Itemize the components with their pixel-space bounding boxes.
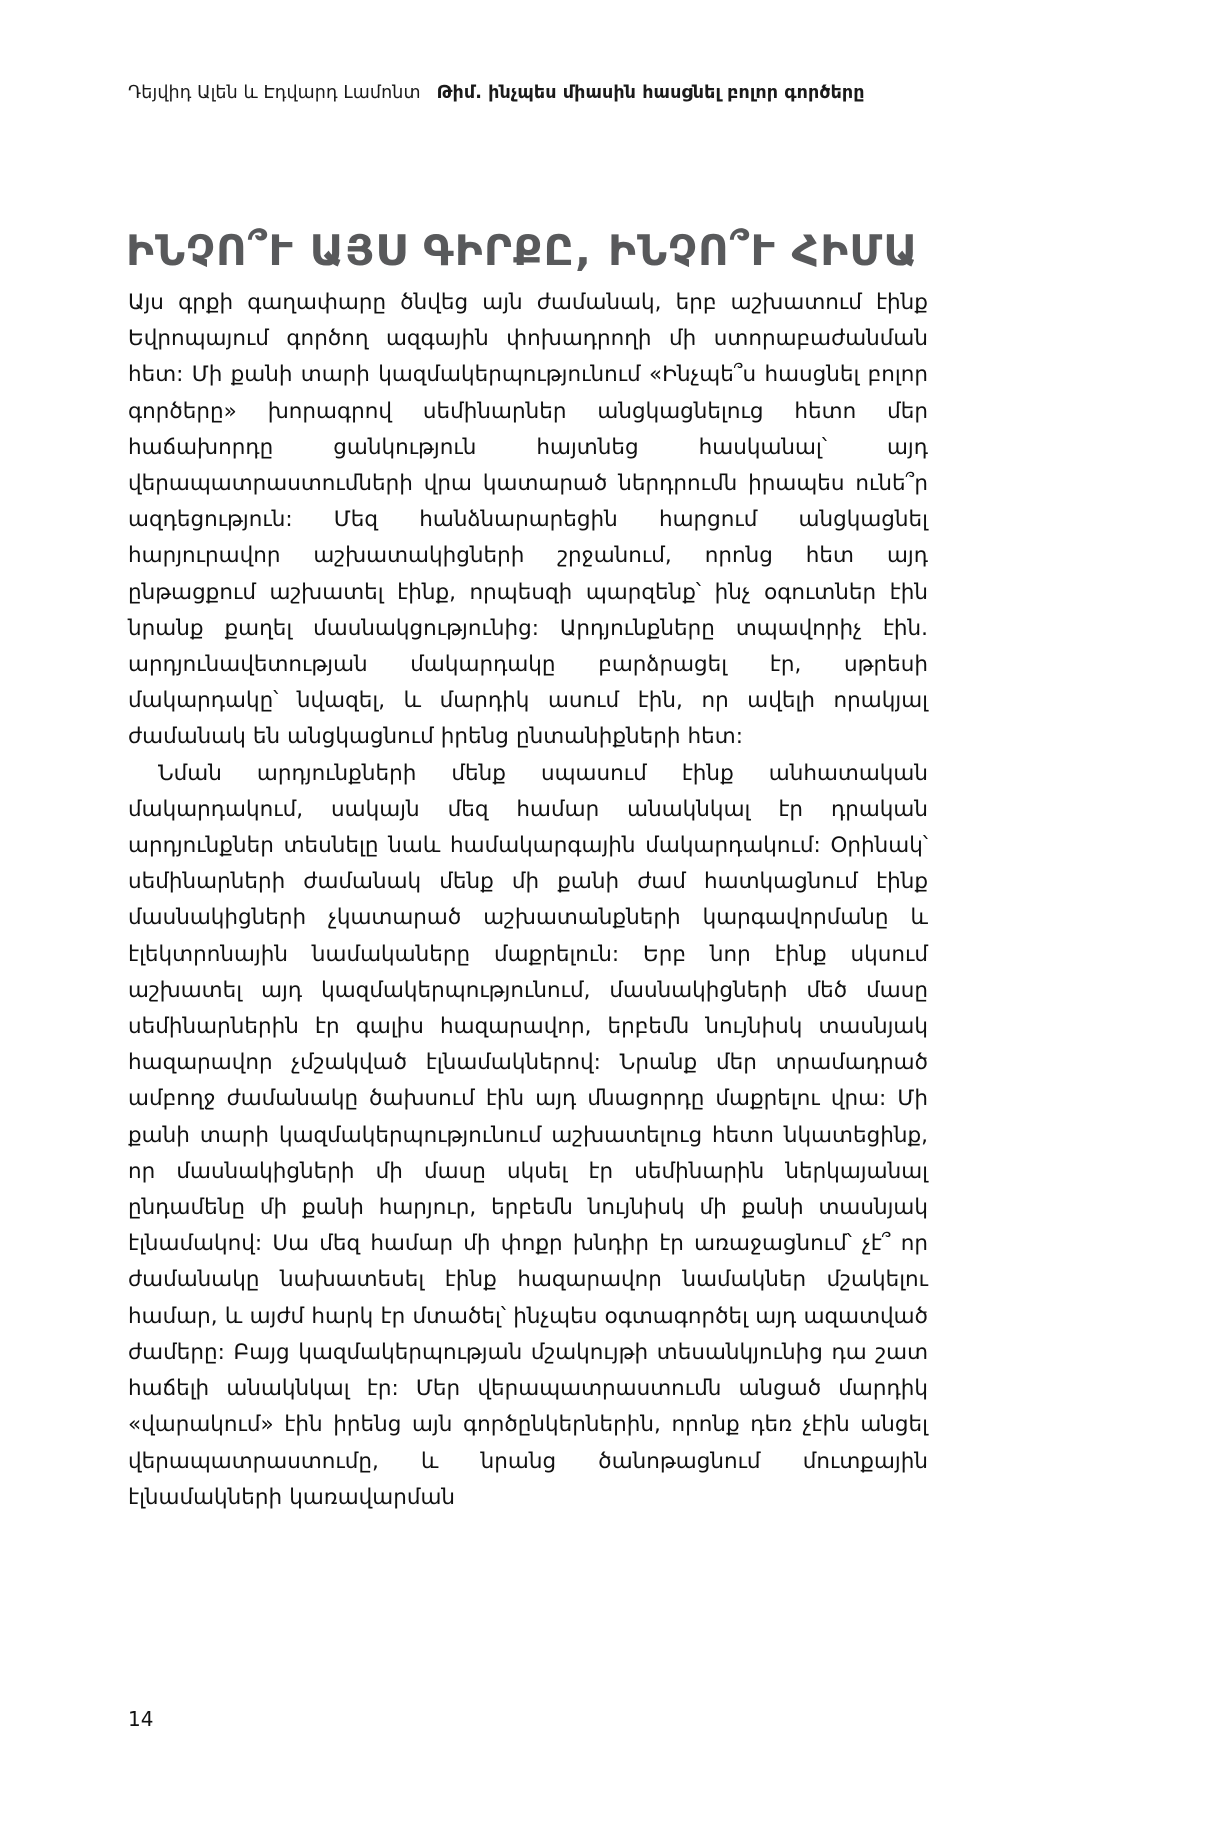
body-paragraph: Նման արդյունքների մենք սպասում էինք անհատական մակարդակում, սակայն մեզ համար անակնկալ էր դրական արդյունքներ տեսնելը նաև համակարգային մակարդակում: Օրինակ՝ սեմինարների ժամանակ մենք մի քանի ժամ հատկացնում էինք մասնակիցների չկատարած աշխատանքների կարգավորմանը և էլեկտրոնային նամակաները մաքրելուն: Երբ նոր էինք սկսում աշխատել այդ կազմակերպությունում, մասնակիցների մեծ մասը սեմինարներին էր գալիս հազարավոր, երբեմն նույնիսկ տասնյակ հազարավոր չմշակված էլնամակներով: Նրանք մեր տրամադրած ամբողջ ժամանակը ծախսում էին այդ մնացորդը մաքրելու վրա: Մի քանի տարի կազմակերպությունում աշխատելուց հետո նկատեցինք, որ մասնակիցների մի մասը սկսել էր սեմինարին ներկայանալ ընդամենը մի քանի հարյուր, երբեմն նույնիսկ մի քանի տասնյակ էլնամակով: Սա մեզ համար մի փոքր խնդիր էր առաջացնում՝ չէ՞ որ ժամանակը նախատեսել էինք հազարավոր նամակներ մշակելու համար, և այժմ հարկ էր մտածել՝ ինչպես օգտագործել այդ ազատված ժամերը: Բայց կազմակերպության մշակույթի տեսանկյունից դա շատ հաճելի անակնկալ էր: Մեր վերապատրաստումն անցած մարդիկ «վարակում» էին իրենց այն գործընկերներին, որոնք դեռ չէին անցել վերապատրաստումը, և նրանց ծանոթացնում մուտքային էլնամակների կառավարման <box>128 760 928 1510</box>
page-number: 14 <box>128 1707 154 1731</box>
running-head-book-title: Թիմ. ինչպես միասին հասցնել բոլոր գործերը <box>436 83 865 103</box>
running-head-authors: Դեյվիդ Ալեն և Էդվարդ Լամոնտ <box>128 83 421 103</box>
chapter-title: ԻՆՉՈ՞Ւ ԱՅՍ ԳԻՐՔԸ, ԻՆՉՈ՞Ւ ՀԻՄԱ <box>126 226 919 276</box>
body-text-column <box>128 285 928 1516</box>
body-paragraph: Այս գրքի գաղափարը ծնվեց այն ժամանակ, երբ աշխատում էինք Եվրոպայում գործող ազգային փոխադրողի մի ստորաբաժանման հետ: Մի քանի տարի կազմակերպությունում «Ինչպե՞ս հասցնել բոլոր գործերը» խորագրով սեմինարներ անցկացնելուց հետո մեր հաճախորդը ցանկություն հայտնեց հասկանալ՝ այդ վերապատրաստումների վրա կատարած ներդրումն իրապես ունե՞ր ազդեցություն: Մեզ հանձնարարեցին հարցում անցկացնել հարյուրավոր աշխատակիցների շրջանում, որոնց հետ այդ ընթացքում աշխատել էինք, որպեսզի պարզենք՝ ինչ օգուտներ էին նրանք քաղել մասնակցությունից: Արդյունքները տպավորիչ էին. արդյունավետության մակարդակը բարձրացել էր, սթրեսի մակարդակը՝ նվազել, և մարդիկ ասում էին, որ ավելի որակյալ ժամանակ են անցկացնում իրենց ընտանիքների հետ: <box>128 290 928 750</box>
running-head <box>128 82 1078 104</box>
